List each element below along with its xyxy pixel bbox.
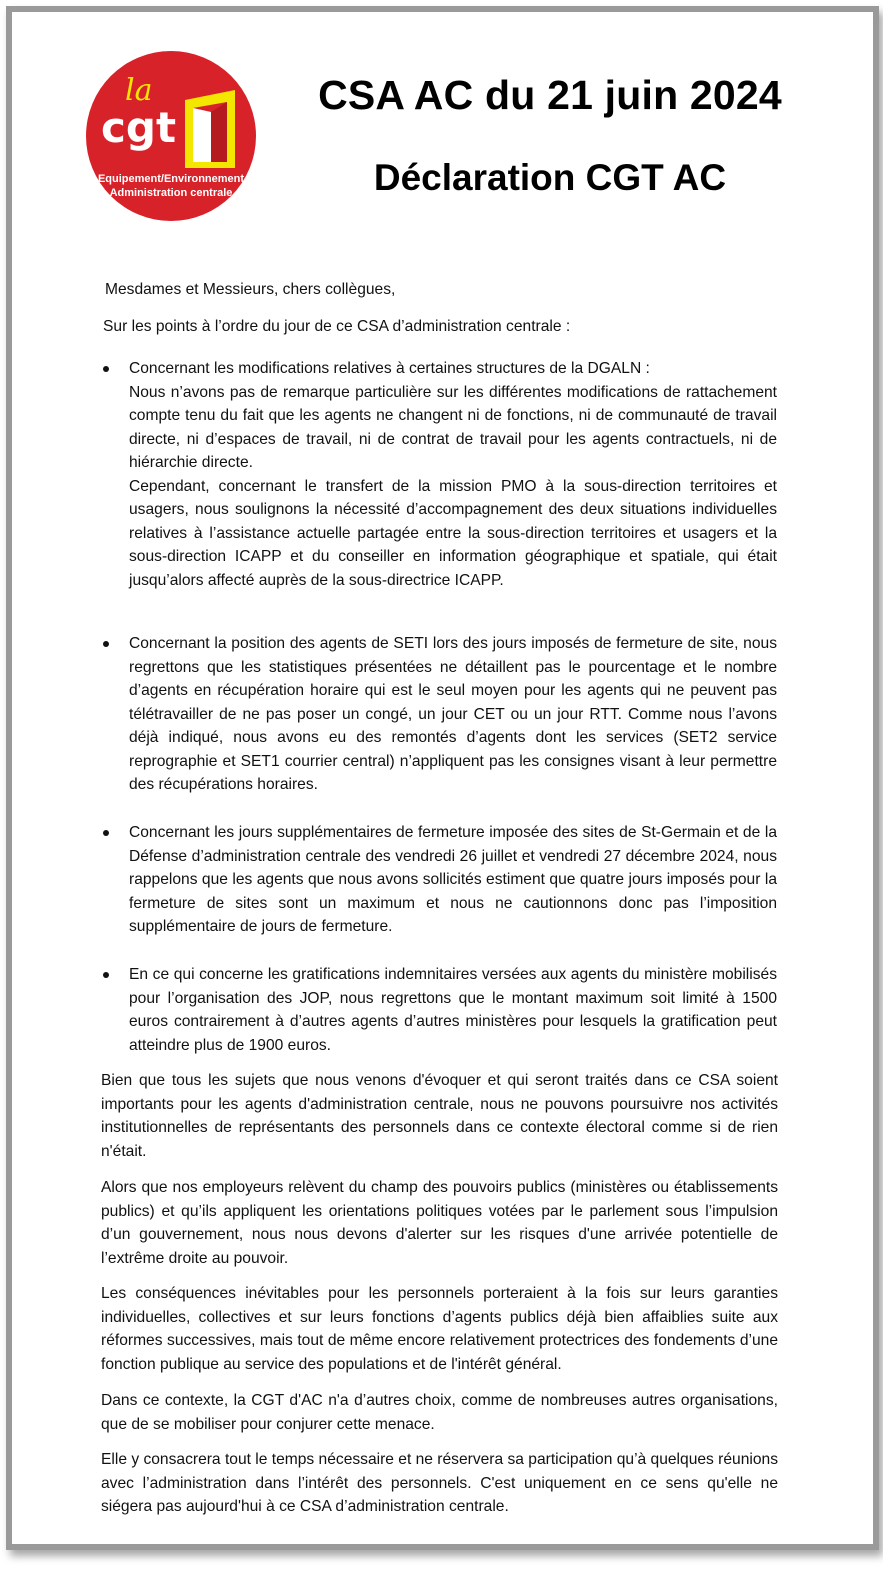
bullet-1-text2: Cependant, concernant le transfert de la mission PMO à la sous-direction territoires et usagers, nous soulignons la nécessité d’accompagnement des deux situations individuelles relatives à l’assistance actuelle partagée entre la sous-direction territoires et usagers et la sous-direction ICAPP et du conseiller en information géographique et spatiale, qui était jusqu’alors affecté auprès de la sous-directrice ICAPP. [129,477,777,589]
intro-line: Sur les points à l’ordre du jour de ce CSA d’administration centrale : [103,318,571,335]
paragraph-3: Les conséquences inévitables pour les personnels porteraient à la fois sur leurs garanties individuelles, collectives et sur leurs fonctions d’agents publics déjà bien affaiblies suite aux réformes successives, mais tout de même encore relativement protectrices des fondements d’une fonction publique au service des populations et de l'intérêt général. [101,1285,778,1373]
bullet-1 [129,357,777,592]
logo-line2: Administration centrale [109,187,233,199]
document-subtitle: Déclaration CGT AC [373,157,727,198]
logo-la-text: la [125,73,153,108]
logo-cgt-text: cgt [101,103,177,152]
paragraph-2: Alors que nos employeurs relèvent du champ des pouvoirs publics (ministères ou établissements publics) et qu’ils appliquent les orientations politiques votées par le parlement sous l’impulsion d’un gouvernement, nous nous devons d'alerter sur les risques d'une arrivée potentielle de l’extrême droite au pouvoir. [101,1179,778,1267]
bullet-4: En ce qui concerne les gratifications indemnitaires versées aux agents du ministère mobilisés pour l’organisation des JOP, nous regrettons que le montant maximum soit limité à 1500 euros contrairement à d’autres agents d’autres ministères pour lesquels la gratification peut atteindre plus de 1900 euros. [129,966,777,1054]
paragraph-5: Elle y consacrera tout le temps nécessaire et ne réservera sa participation qu’à quelques réunions avec l’administration dans l’intérêt des personnels. C'est uniquement en ce sens qu'elle ne siégera pas aujourd'hui à ce CSA d’administration centrale. [101,1451,778,1515]
bullet-3: Concernant les jours supplémentaires de fermeture imposée des sites de St-Germain et de la Défense d’administration centrale des vendredi 26 juillet et vendredi 27 décembre 2024, nous rappelons que les agents que nous avons sollicités estiment que quatre jours imposés pour la fermeture de sites sont un maximum et nous ne cautionnons donc pas l’imposition supplémentaire de jours de fermeture. [129,824,777,935]
cgt-logo [85,50,257,222]
logo-door-panel [193,108,211,162]
bullet-2: Concernant la position des agents de SETI lors des jours imposés de fermeture de site, nous regrettons que les statistiques présentées ne détaillent pas le pourcentage et le nombre d’agents en récupération horaire qui est le seul moyen pour les agents qui ne peuvent pas télétravailler de ne pas poser un congé, un jour CET ou un jour RTT. Comme nous l’avons déjà indiqué, nous avons eu des remontés d’agents dont les services (SET2 service reprographie et SET1 courrier central) n’appliquent pas les consignes visant à leur permettre des récupérations horaires. [129,635,777,793]
logo-line1: Equipement/Environnement [97,173,245,185]
paragraph-1: Bien que tous les sujets que nous venons d'évoquer et qui seront traités dans ce CSA soient importants pour les agents d'administration centrale, nous ne pouvons poursuivre nos activités institutionnelles de représentants des personnels dans ce contexte électoral comme si de rien n'était. [101,1072,778,1160]
bullet-4-dot [103,972,109,978]
bullet-1-text: Nous n’avons pas de remarque particulière sur les différentes modifications de rattachement compte tenu du fait que les agents ne changent ni de fonctions, ni de communauté de travail directe, ni d’espaces de travail, ni de contrat de travail pour les agents contractuels, ni de hiérarchie directe. [129,383,777,471]
salutation: Mesdames et Messieurs, chers collègues, [105,281,396,298]
bullet-2-dot [103,641,109,647]
bullet-3-dot [103,830,109,836]
paragraph-4: Dans ce contexte, la CGT d'AC n'a d’autres choix, comme de nombreuses autres organisations, que de se mobiliser pour conjurer cette menace. [101,1392,778,1433]
bullet-1-heading: Concernant les modifications relatives à certaines structures de la DGALN : [129,360,650,377]
bullet-1-dot [103,366,109,372]
document-title: CSA AC du 21 juin 2024 [318,72,782,118]
